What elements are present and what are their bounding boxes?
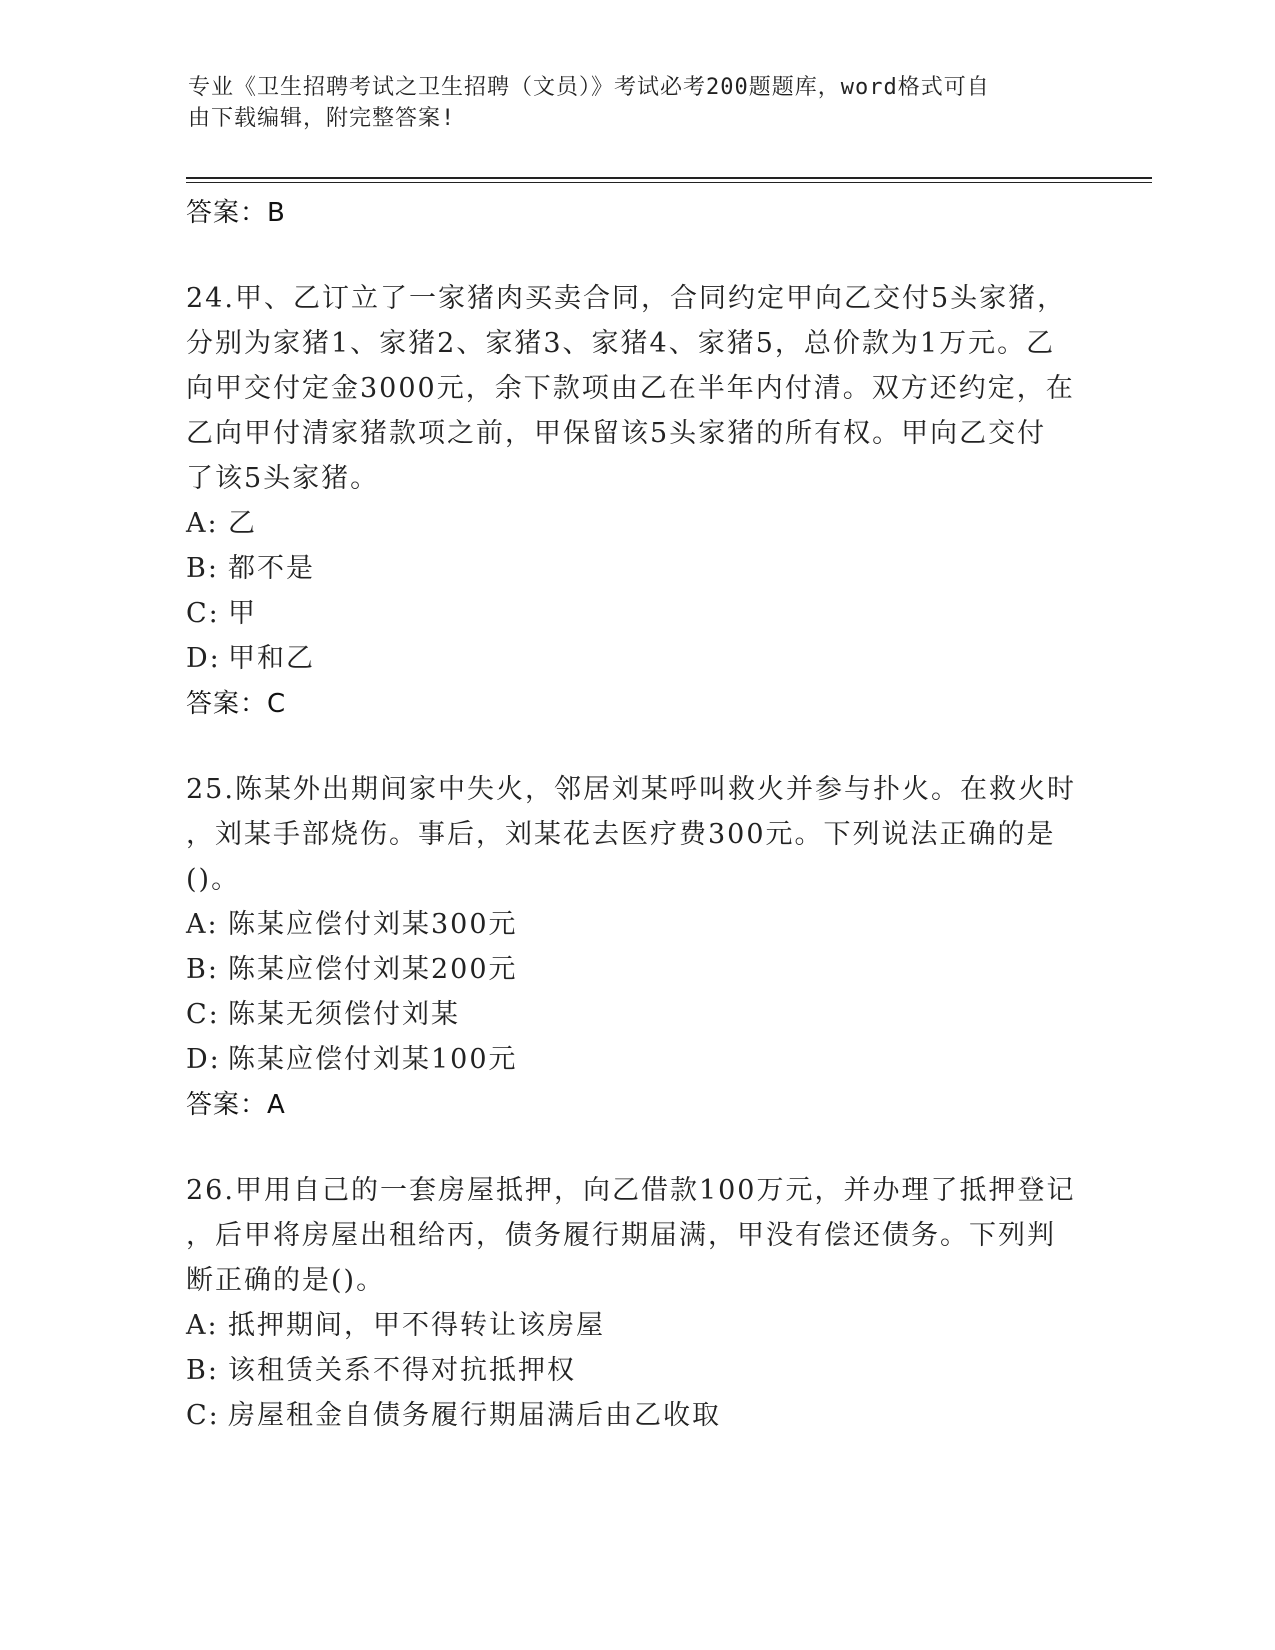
option-text: 抵押期间，甲不得转让该房屋	[228, 1310, 605, 1341]
option-key: C:	[186, 598, 220, 629]
option-d	[186, 636, 1086, 681]
option-d	[186, 1037, 1086, 1082]
option-a	[186, 501, 1086, 546]
option-text: 甲	[228, 598, 257, 629]
option-key: D:	[186, 1044, 221, 1075]
stem-line: 向甲交付定金3000元，余下款项由乙在半年内付清。双方还约定，在	[186, 373, 1075, 404]
option-c	[186, 992, 1086, 1037]
option-c	[186, 1393, 1086, 1438]
stem-line: 分别为家猪1、家猪2、家猪3、家猪4、家猪5，总价款为1万元。乙	[186, 328, 1056, 359]
option-key: D:	[186, 643, 221, 674]
option-text: 陈某应偿付刘某300元	[228, 909, 518, 940]
option-text: 该租赁关系不得对抗抵押权	[228, 1355, 576, 1386]
option-c	[186, 591, 1086, 636]
spacer	[186, 236, 1086, 276]
option-a	[186, 902, 1086, 947]
header-rule-thin	[186, 182, 1152, 183]
option-text: 房屋租金自债务履行期届满后由乙收取	[228, 1400, 721, 1431]
option-b	[186, 546, 1086, 591]
stem-line: ()。	[186, 864, 241, 895]
option-key: C:	[186, 1400, 220, 1431]
option-key: B:	[186, 954, 219, 985]
previous-answer: 答案：B	[186, 198, 286, 228]
spacer	[186, 727, 1086, 767]
option-key: B:	[186, 553, 219, 584]
answer-line: 答案：A	[186, 1090, 286, 1120]
stem-line: ，后甲将房屋出租给丙，债务履行期届满，甲没有偿还债务。下列判	[186, 1220, 1056, 1251]
question-list	[186, 190, 1086, 1438]
option-text: 都不是	[228, 553, 315, 584]
stem-line: 26.甲用自己的一套房屋抵押，向乙借款100万元，并办理了抵押登记	[186, 1175, 1076, 1206]
header-line-1: 专业《卫生招聘考试之卫生招聘（文员）》考试必考200题题库，word格式可自	[188, 75, 990, 100]
option-text: 陈某无须偿付刘某	[228, 999, 460, 1030]
option-b	[186, 947, 1086, 992]
question-stem	[186, 276, 1086, 501]
spacer	[186, 1128, 1086, 1168]
option-key: C:	[186, 999, 220, 1030]
option-a	[186, 1303, 1086, 1348]
option-text: 陈某应偿付刘某100元	[228, 1044, 518, 1075]
stem-line: 乙向甲付清家猪款项之前，甲保留该5头家猪的所有权。甲向乙交付	[186, 418, 1047, 449]
stem-line: ，刘某手部烧伤。事后，刘某花去医疗费300元。下列说法正确的是	[186, 819, 1056, 850]
question-26	[186, 1168, 1086, 1438]
stem-line: 断正确的是()。	[186, 1265, 386, 1296]
question-stem	[186, 1168, 1086, 1303]
answer-line: 答案：C	[186, 689, 287, 719]
header-rule-thick	[186, 177, 1152, 179]
question-25	[186, 767, 1086, 1128]
option-text: 甲和乙	[228, 643, 315, 674]
option-text: 乙	[228, 508, 257, 539]
option-text: 陈某应偿付刘某200元	[228, 954, 518, 985]
option-key: A:	[186, 909, 219, 940]
question-24	[186, 276, 1086, 727]
stem-line: 24.甲、乙订立了一家猪肉买卖合同，合同约定甲向乙交付5头家猪，	[186, 283, 1067, 314]
option-key: A:	[186, 1310, 219, 1341]
stem-line: 25.陈某外出期间家中失火，邻居刘某呼叫救火并参与扑火。在救火时	[186, 774, 1076, 805]
document-header	[188, 72, 1068, 134]
header-line-2: 由下载编辑，附完整答案!	[188, 106, 456, 131]
option-key: B:	[186, 1355, 219, 1386]
option-key: A:	[186, 508, 219, 539]
question-stem	[186, 767, 1086, 902]
stem-line: 了该5头家猪。	[186, 463, 380, 494]
option-b	[186, 1348, 1086, 1393]
